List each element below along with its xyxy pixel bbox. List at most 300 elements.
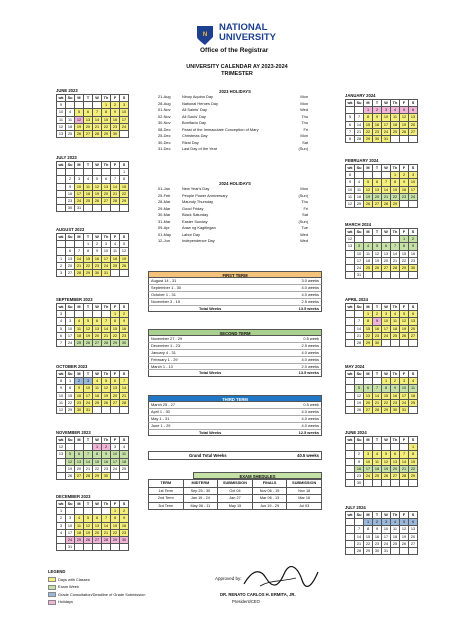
day-cell: [364, 378, 373, 385]
day-cell: 31: [400, 406, 409, 413]
week-number: [57, 248, 66, 255]
week-number: 3: [57, 311, 66, 318]
holiday-name: Bonifacio Day: [182, 120, 207, 125]
weekday-header: wk: [58, 96, 64, 101]
weekday-header: W: [382, 437, 391, 444]
week-number: 11: [57, 399, 66, 406]
second-term-table: [148, 329, 322, 377]
week-row: [346, 311, 418, 318]
week-row: [346, 128, 418, 135]
week-row: [346, 236, 418, 243]
week-number: [57, 205, 66, 212]
term-row: [148, 285, 322, 292]
day-cell: [400, 339, 409, 346]
day-cell: 31: [84, 406, 93, 413]
day-cell: 18: [75, 529, 84, 536]
day-cell: 11: [75, 325, 84, 332]
day-cell: 30: [409, 264, 418, 271]
week-row: [346, 107, 418, 114]
week-row: [57, 109, 129, 116]
week-row: [346, 451, 418, 458]
day-cell: 3: [120, 102, 129, 109]
week-number: 12: [57, 406, 66, 413]
day-cell: [102, 544, 111, 551]
day-cell: 14: [355, 533, 364, 540]
day-cell: 25: [391, 128, 400, 135]
weekday-header: T: [373, 304, 382, 311]
week-number: [346, 272, 355, 279]
day-cell: 4: [120, 444, 129, 451]
day-cell: 2: [102, 444, 111, 451]
weekday-header: Su: [355, 304, 364, 311]
day-cell: 12: [400, 114, 409, 121]
day-cell: 26: [400, 540, 409, 547]
day-cell: 26: [75, 130, 84, 137]
day-cell: 7: [120, 378, 129, 385]
day-cell: 7: [355, 526, 364, 533]
holidays-2024-title: 2024 HOLIDAYS: [219, 181, 251, 186]
exam-cell: Jul 03: [287, 502, 322, 510]
week-number: [346, 311, 355, 318]
day-cell: [400, 547, 409, 554]
weekday-header: F: [400, 512, 409, 519]
term-weeks: 4.0 weeks: [301, 415, 319, 421]
day-cell: [373, 172, 382, 179]
holiday-name: Maundy Thursday: [182, 199, 214, 204]
exam-cell: Oct 04: [218, 487, 253, 495]
week-row: [346, 179, 418, 186]
day-cell: 9: [66, 183, 75, 190]
week-number: [346, 264, 355, 271]
legend-label: Days with Classes: [58, 576, 90, 582]
day-cell: 3: [111, 444, 120, 451]
day-cell: 27: [382, 264, 391, 271]
day-cell: 2: [93, 241, 102, 248]
day-cell: 4: [75, 318, 84, 325]
day-cell: 30: [75, 406, 84, 413]
day-cell: 27: [93, 536, 102, 543]
exam-cell: Nov 18: [287, 487, 322, 495]
day-cell: 31: [75, 205, 84, 212]
day-cell: 10: [382, 318, 391, 325]
day-cell: [364, 444, 373, 451]
signatory-position: President/CEO: [232, 599, 260, 604]
day-cell: 11: [391, 318, 400, 325]
week-row: [57, 385, 129, 392]
day-cell: 10: [75, 183, 84, 190]
day-cell: [400, 480, 409, 487]
exam-row: [149, 502, 322, 510]
day-cell: 21: [84, 465, 93, 472]
week-number: 5: [346, 114, 355, 121]
week-row: [346, 339, 418, 346]
holiday-name: Rizal Day: [182, 139, 199, 145]
legend-label: Holidays: [58, 599, 73, 604]
month-february-2024: [345, 158, 417, 208]
legend-swatch: [48, 600, 56, 605]
day-cell: 1: [93, 444, 102, 451]
day-cell: 24: [382, 540, 391, 547]
day-cell: 12: [120, 248, 129, 255]
day-cell: 4: [391, 107, 400, 114]
day-cell: 25: [373, 472, 382, 479]
day-cell: 9: [400, 179, 409, 186]
weekday-header: Su: [66, 371, 75, 378]
day-cell: 22: [66, 399, 75, 406]
day-cell: 14: [355, 325, 364, 332]
day-cell: 17: [400, 392, 409, 399]
holiday-name: Christmas Day: [182, 133, 208, 138]
day-cell: 23: [120, 529, 129, 536]
weekday-header: M: [75, 234, 84, 241]
day-cell: 16: [409, 250, 418, 257]
day-cell: [84, 444, 93, 451]
grand-total-label: Grand Total Weeks: [189, 453, 227, 458]
day-cell: 23: [120, 332, 129, 339]
day-cell: 23: [111, 123, 120, 130]
holiday-date: 30-Dec: [158, 139, 171, 145]
weekday-header: wk: [347, 230, 353, 235]
week-row: [346, 378, 418, 385]
week-number: [57, 472, 66, 479]
day-cell: [111, 472, 120, 479]
week-number: 1: [57, 255, 66, 262]
day-cell: 2: [66, 176, 75, 183]
weekday-header: Th: [391, 165, 400, 172]
day-cell: 2: [75, 378, 84, 385]
week-number: 4: [57, 318, 66, 325]
weekday-header: T: [84, 437, 93, 444]
week-row: [57, 522, 129, 529]
day-cell: 24: [409, 193, 418, 200]
day-cell: 11: [373, 458, 382, 465]
day-cell: [102, 169, 111, 176]
day-cell: [75, 544, 84, 551]
month-june-2024: [345, 430, 417, 487]
day-cell: 30: [120, 536, 129, 543]
week-number: [57, 544, 66, 551]
term-weeks: 4.0 weeks: [301, 284, 319, 290]
holiday-day: Mon: [300, 186, 308, 191]
weekday-header: F: [111, 162, 120, 169]
day-cell: 8: [364, 318, 373, 325]
day-cell: 10: [382, 526, 391, 533]
day-cell: 21: [355, 332, 364, 339]
week-row: [346, 257, 418, 264]
exam-schedules: [148, 472, 322, 510]
day-cell: 19: [382, 465, 391, 472]
holiday-day: Wed: [300, 238, 308, 243]
day-cell: 15: [391, 186, 400, 193]
day-cell: 18: [84, 190, 93, 197]
day-cell: [382, 339, 391, 346]
day-cell: 3: [66, 318, 75, 325]
week-row: [346, 399, 418, 406]
grand-total-row: [148, 451, 322, 460]
weekday-header: M: [75, 371, 84, 378]
day-cell: 10: [364, 458, 373, 465]
day-cell: 13: [111, 385, 120, 392]
day-cell: 10: [355, 250, 364, 257]
day-cell: [66, 311, 75, 318]
day-cell: 13: [102, 183, 111, 190]
day-cell: [409, 547, 418, 554]
weekday-header: S: [409, 100, 418, 107]
week-row: [346, 318, 418, 325]
day-cell: 13: [409, 114, 418, 121]
day-cell: 8: [364, 526, 373, 533]
week-row: [57, 205, 129, 212]
day-cell: 21: [382, 193, 391, 200]
day-cell: 9: [111, 109, 120, 116]
day-cell: 2: [391, 378, 400, 385]
month-name: AUGUST 2023: [56, 227, 85, 232]
day-cell: [382, 272, 391, 279]
day-cell: 25: [66, 130, 75, 137]
term-dates: May 1 - 31: [151, 415, 170, 421]
week-row: [346, 243, 418, 250]
week-row: [57, 169, 129, 176]
day-cell: 29: [111, 536, 120, 543]
week-row: [57, 262, 129, 269]
day-cell: [409, 480, 418, 487]
day-cell: 2: [400, 172, 409, 179]
day-cell: 29: [364, 339, 373, 346]
holiday-name: Good Friday: [182, 205, 204, 211]
calendar-subtitle: TRIMESTER: [221, 71, 253, 77]
weekday-header: Su: [66, 234, 75, 241]
day-cell: 16: [102, 458, 111, 465]
weekday-header: wk: [347, 101, 353, 106]
day-cell: 31: [102, 269, 111, 276]
day-cell: 22: [102, 123, 111, 130]
day-cell: 9: [93, 248, 102, 255]
day-cell: 16: [400, 186, 409, 193]
term-row: [148, 364, 322, 371]
signatory-name: DR. RENATO CARLOS H. ERMITA, JR.: [220, 592, 296, 597]
day-cell: 9: [373, 114, 382, 121]
day-cell: 21: [355, 540, 364, 547]
day-cell: 28: [355, 339, 364, 346]
day-cell: 4: [84, 176, 93, 183]
day-cell: 30: [102, 472, 111, 479]
month-name: FEBRUARY 2024: [345, 158, 379, 163]
week-number: [57, 465, 66, 472]
weekday-header: Su: [66, 95, 75, 102]
month-table: [345, 436, 418, 487]
day-cell: 12: [66, 458, 75, 465]
day-cell: [120, 130, 129, 137]
day-cell: 21: [102, 529, 111, 536]
day-cell: [93, 406, 102, 413]
day-cell: 22: [364, 540, 373, 547]
week-row: [57, 176, 129, 183]
week-number: 6: [346, 121, 355, 128]
day-cell: 15: [102, 116, 111, 123]
week-row: [346, 472, 418, 479]
day-cell: 23: [355, 472, 364, 479]
day-cell: 18: [391, 325, 400, 332]
day-cell: 4: [75, 515, 84, 522]
week-row: [346, 272, 418, 279]
day-cell: 1: [111, 508, 120, 515]
holiday-date: 21-Aug: [158, 94, 171, 99]
term-row: [148, 416, 322, 423]
week-number: 7: [57, 339, 66, 346]
day-cell: [409, 135, 418, 142]
day-cell: 8: [364, 114, 373, 121]
month-name: MAY 2024: [345, 364, 365, 369]
day-cell: 28: [102, 536, 111, 543]
day-cell: 23: [391, 399, 400, 406]
month-january-2024: [345, 93, 417, 143]
day-cell: [84, 544, 93, 551]
day-cell: 30: [120, 339, 129, 346]
exam-header: SUBMISSION: [287, 480, 322, 488]
day-cell: [400, 272, 409, 279]
day-cell: 12: [84, 325, 93, 332]
weekday-header: Th: [391, 304, 400, 311]
day-cell: 8: [111, 318, 120, 325]
term-weeks: 3.0 weeks: [301, 278, 319, 283]
holiday-name: Black Saturday: [182, 212, 209, 217]
grand-total-value: 40.5 weeks: [297, 453, 319, 458]
day-cell: 12: [355, 392, 364, 399]
day-cell: 19: [102, 392, 111, 399]
day-cell: 17: [382, 121, 391, 128]
day-cell: 29: [364, 547, 373, 554]
day-cell: [120, 205, 129, 212]
day-cell: 17: [120, 116, 129, 123]
week-number: [346, 533, 355, 540]
day-cell: 5: [75, 109, 84, 116]
weekday-header: W: [93, 95, 102, 102]
day-cell: 16: [355, 465, 364, 472]
day-cell: 19: [364, 193, 373, 200]
day-cell: 2: [409, 236, 418, 243]
exam-row: [149, 495, 322, 503]
week-row: [57, 392, 129, 399]
day-cell: 2: [373, 107, 382, 114]
month-september-2023: [56, 297, 128, 347]
week-number: 10: [57, 392, 66, 399]
day-cell: [66, 241, 75, 248]
week-number: [346, 385, 355, 392]
day-cell: 28: [391, 264, 400, 271]
day-cell: [355, 236, 364, 243]
month-table: [56, 370, 129, 414]
term-dates: November 27 - 29: [151, 336, 183, 341]
day-cell: 12: [75, 116, 84, 123]
day-cell: 6: [409, 311, 418, 318]
day-cell: 8: [400, 243, 409, 250]
week-number: 5: [57, 325, 66, 332]
week-row: [57, 255, 129, 262]
week-number: 13: [57, 130, 66, 137]
day-cell: 28: [111, 197, 120, 204]
day-cell: 15: [364, 533, 373, 540]
weekday-header: F: [111, 304, 120, 311]
day-cell: 25: [75, 339, 84, 346]
day-cell: 6: [409, 107, 418, 114]
weekday-header: wk: [347, 372, 353, 377]
term-weeks: 4.0 weeks: [301, 422, 319, 428]
weekday-header: F: [111, 501, 120, 508]
weekday-header: M: [75, 437, 84, 444]
day-cell: [382, 236, 391, 243]
day-cell: 2: [111, 102, 120, 109]
day-cell: [373, 444, 382, 451]
weekday-header: Th: [391, 437, 400, 444]
weekday-header: T: [84, 234, 93, 241]
weekday-header: T: [373, 437, 382, 444]
term-total-value: 12.5 weeks: [298, 429, 319, 435]
weekday-header: wk: [58, 305, 64, 310]
week-row: [57, 197, 129, 204]
term-weeks: 0.5 week: [303, 336, 319, 341]
day-cell: 3: [382, 311, 391, 318]
day-cell: 6: [84, 109, 93, 116]
term-total-value: 13.5 weeks: [298, 370, 319, 376]
day-cell: 20: [373, 193, 382, 200]
day-cell: 28: [400, 472, 409, 479]
day-cell: 10: [111, 451, 120, 458]
legend-swatch: [48, 577, 56, 582]
holiday-day: Mon: [300, 133, 308, 138]
day-cell: 18: [364, 257, 373, 264]
day-cell: 22: [382, 399, 391, 406]
day-cell: 26: [102, 399, 111, 406]
holidays-2024: [148, 181, 322, 245]
month-april-2024: [345, 297, 417, 347]
day-cell: 30: [111, 130, 120, 137]
day-cell: [111, 205, 120, 212]
week-number: [57, 176, 66, 183]
week-number: [346, 472, 355, 479]
weekday-header: M: [75, 162, 84, 169]
weekday-header: Su: [66, 501, 75, 508]
day-cell: 15: [364, 325, 373, 332]
day-cell: [93, 102, 102, 109]
day-cell: [409, 272, 418, 279]
day-cell: 25: [409, 399, 418, 406]
holiday-name: Feast of the Immaculate Conception of Mary: [182, 126, 259, 132]
day-cell: 6: [409, 519, 418, 526]
term-dates: February 1 - 29: [151, 356, 178, 362]
day-cell: 24: [400, 399, 409, 406]
day-cell: 7: [111, 176, 120, 183]
week-number: 8: [57, 378, 66, 385]
day-cell: 25: [364, 264, 373, 271]
day-cell: 23: [66, 197, 75, 204]
holidays-2023: [148, 89, 322, 153]
day-cell: 5: [93, 176, 102, 183]
holiday-date: 30-Mar: [158, 212, 171, 217]
day-cell: 9: [120, 318, 129, 325]
day-cell: 16: [373, 533, 382, 540]
month-table: [56, 500, 129, 551]
day-cell: 22: [364, 332, 373, 339]
weekday-header: wk: [347, 166, 353, 171]
day-cell: 9: [373, 526, 382, 533]
day-cell: 14: [84, 458, 93, 465]
day-cell: 5: [120, 241, 129, 248]
day-cell: 1: [111, 311, 120, 318]
day-cell: 19: [373, 257, 382, 264]
weekday-header: Th: [102, 501, 111, 508]
holiday-day: Wed: [300, 231, 308, 237]
day-cell: 24: [382, 332, 391, 339]
